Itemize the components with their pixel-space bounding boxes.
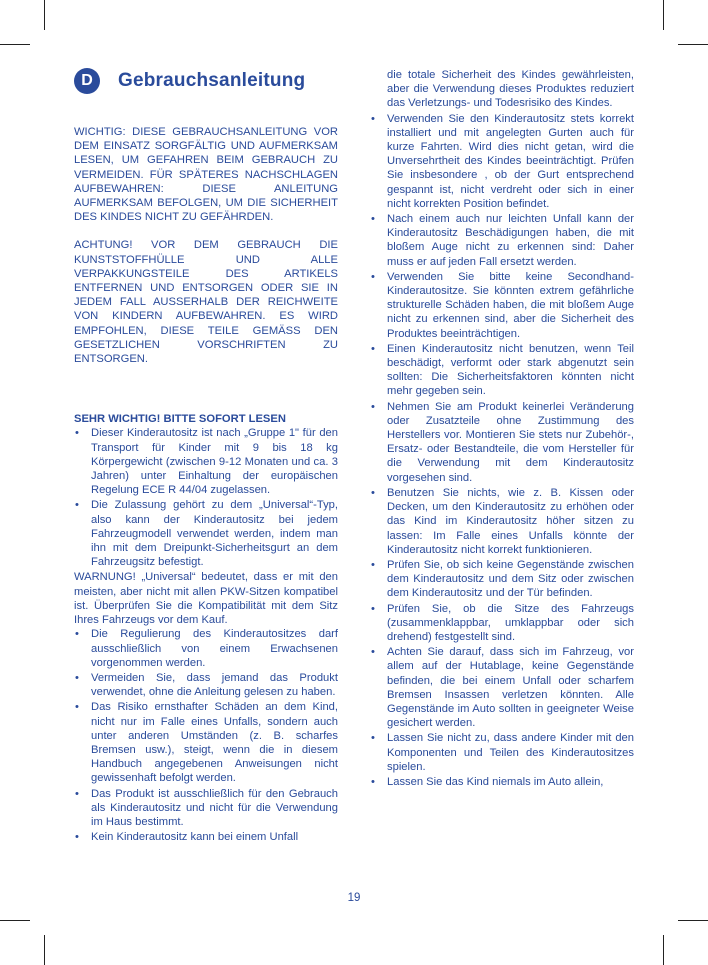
list-item: • Achten Sie darauf, dass sich im Fahrzeug, vor allem auf der Hutablage, keine Gegenstände befinden, die bei einem Unfall oder scharfem Bremsen Insassen verletzen könnten. Alle Gegenstände im Auto sollten in geeigneter Weise gesichert werden.: [370, 645, 634, 730]
page-title: Gebrauchsanleitung: [118, 70, 306, 91]
crop-mark: [44, 935, 45, 965]
list-item: • Vermeiden Sie, dass jemand das Produkt verwendet, ohne die Anleitung gelesen zu haben.: [74, 671, 338, 699]
list-item: • Die Zulassung gehört zu dem „Universal“-Typ, also kann der Kinderautositz bei jedem Fahrzeugmodell verwendet werden, indem man ihn mit dem Dreipunkt-Sicherheitsgurt an dem Fahrzeugsitz befestigt.: [74, 498, 338, 569]
continued-text: die totale Sicherheit des Kindes gewährleisten, aber die Verwendung dieses Produktes reduziert das Verletzungs- und Todesrisiko des Kindes.: [387, 69, 634, 110]
language-badge: D: [74, 68, 100, 94]
universal-warning: WARNUNG! „Universal“ bedeutet, dass er mit den meisten, aber nicht mit allen PKW-Sitzen kompatibel ist. Überprüfen Sie die Kompatibilität mit dem Sitz Ihres Fahrzeugs vor dem Kauf.: [74, 571, 338, 627]
right-column: [370, 68, 634, 790]
list-item: • Nach einem auch nur leichten Unfall kann der Kinderautositz Beschädigungen haben, die mit bloßem Auge nicht zu erkennen sind: Daher muss er auf jeden Fall ersetzt werden.: [370, 212, 634, 269]
crop-mark: [0, 44, 30, 45]
list-item: • Einen Kinderautositz nicht benutzen, wenn Teil beschädigt, verformt oder stark abgenutzt sein sollten: Die Sicherheitsfaktoren könnten nicht mehr gegeben sein.: [370, 342, 634, 399]
crop-mark: [44, 0, 45, 30]
crop-mark: [678, 44, 708, 45]
list-item: • Prüfen Sie, ob die Sitze des Fahrzeugs (zusammenklappbar, umklappbar oder sich drehend) festgestellt sind.: [370, 602, 634, 645]
list-item: • Nehmen Sie am Produkt keinerlei Veränderung oder Zusatzteile ohne Zustimmung des Herstellers vor. Montieren Sie stets nur Zubehör-, Ersatz- oder Bestandteile, die vom Hersteller für die Verwendung mit dem Kinderautositz vorgesehen sind.: [370, 400, 634, 485]
list-item: • Prüfen Sie, ob sich keine Gegenstände zwischen dem Kinderautositz und dem Sitz oder zwischen dem Kinderautositz und der Tür befinden.: [370, 558, 634, 601]
bullet-list: [370, 112, 634, 790]
crop-mark: [678, 920, 708, 921]
crop-mark: [663, 0, 664, 30]
section-heading: SEHR WICHTIG! BITTE SOFORT LESEN: [74, 413, 286, 426]
list-item: • Kein Kinderautositz kann bei einem Unfall: [74, 830, 338, 844]
crop-mark: [663, 935, 664, 965]
intro-warning: WICHTIG: DIESE GEBRAUCHSANLEITUNG VOR DEM EINSATZ SORGFÄLTIG UND AUFMERKSAM LESEN, UM GEFAHREN BEIM GEBRAUCH ZU VERMEIDEN. FÜR SPÄTERES NACHSCHLAGEN AUFBEWAHREN: DIESE ANLEITUNG AUFMERKSAM BEFOLGEN, UM DIE SICHERHEIT DES KINDES NICHT ZU GEFÄHRDEN.: [74, 126, 338, 224]
list-item: • Die Regulierung des Kinderautositzes darf ausschließlich von einem Erwachsenen vorgenommen werden.: [74, 627, 338, 670]
bullet-list: [74, 426, 338, 569]
bullet-list: [74, 627, 338, 844]
crop-mark: [0, 920, 30, 921]
list-item: • Das Produkt ist ausschließlich für den Gebrauch als Kinderautositz und nicht für die Verwendung im Haus bestimmt.: [74, 787, 338, 830]
list-item: • Verwenden Sie bitte keine Secondhand-Kinderautositze. Sie könnten extrem gefährliche strukturelle Schäden haben, die mit bloßem Auge nicht zu erkennen sind, aber die Sicherheit des Produktes beeinträchtigen.: [370, 270, 634, 341]
list-item: • Lassen Sie das Kind niemals im Auto allein,: [370, 775, 634, 789]
left-column: [74, 125, 338, 845]
list-item: • Das Risiko ernsthafter Schäden an dem Kind, nicht nur im Falle eines Unfalls, sondern auch unter anderen Umständen (z. B. scharfes Bremsen usw.), steigt, wenn die in diesem Handbuch angegebenen Anweisungen nicht gewissenhaft befolgt werden.: [74, 700, 338, 785]
list-item: • Lassen Sie nicht zu, dass andere Kinder mit den Komponenten und Teilen des Kinderautositzes spielen.: [370, 731, 634, 774]
packaging-warning: ACHTUNG! VOR DEM GEBRAUCH DIE KUNSTSTOFFHÜLLE UND ALLE VERPAKKUNGSTEILE DES ARTIKELS ENTFERNEN UND ENTSORGEN ODER SIE IN JEDEM FALL AUSSERHALB DER REICHWEITE VON KINDERN AUFBEWAHREN. ES WIRD EMPFOHLEN, DIESE TEILE GEMÄSS DEN GESETZLICHEN VORSCHRIFTEN ZU ENTSORGEN.: [74, 239, 338, 366]
page-number: 19: [347, 892, 361, 904]
list-item: • Dieser Kinderautositz ist nach „Gruppe 1" für den Transport für Kinder mit 9 bis 18 kg Körpergewicht (zwischen 9-12 Monaten und ca. 3 Jahren) unter Einhaltung der europäischen Regelung ECE R 44/04 zugelassen.: [74, 426, 338, 497]
list-item: • Verwenden Sie den Kinderautositz stets korrekt installiert und mit angelegten Gurten auch für kurze Fahrten. Wird dies nicht getan, wird die Unversehrtheit des Kindes beeinträchtigt. Prüfen Sie insbesondere , ob der Gurt entsprechend gespannt ist, nicht verdreht oder sich in einer nicht korrekten Position befindet.: [370, 112, 634, 211]
list-item: • Benutzen Sie nichts, wie z. B. Kissen oder Decken, um den Kinderautositz zu erhöhen oder das Kind im Kinderautositz höher sitzen zu lassen: Im Falle eines Unfalls könnte der Kinderautositz nicht korrekt funktionieren.: [370, 486, 634, 557]
